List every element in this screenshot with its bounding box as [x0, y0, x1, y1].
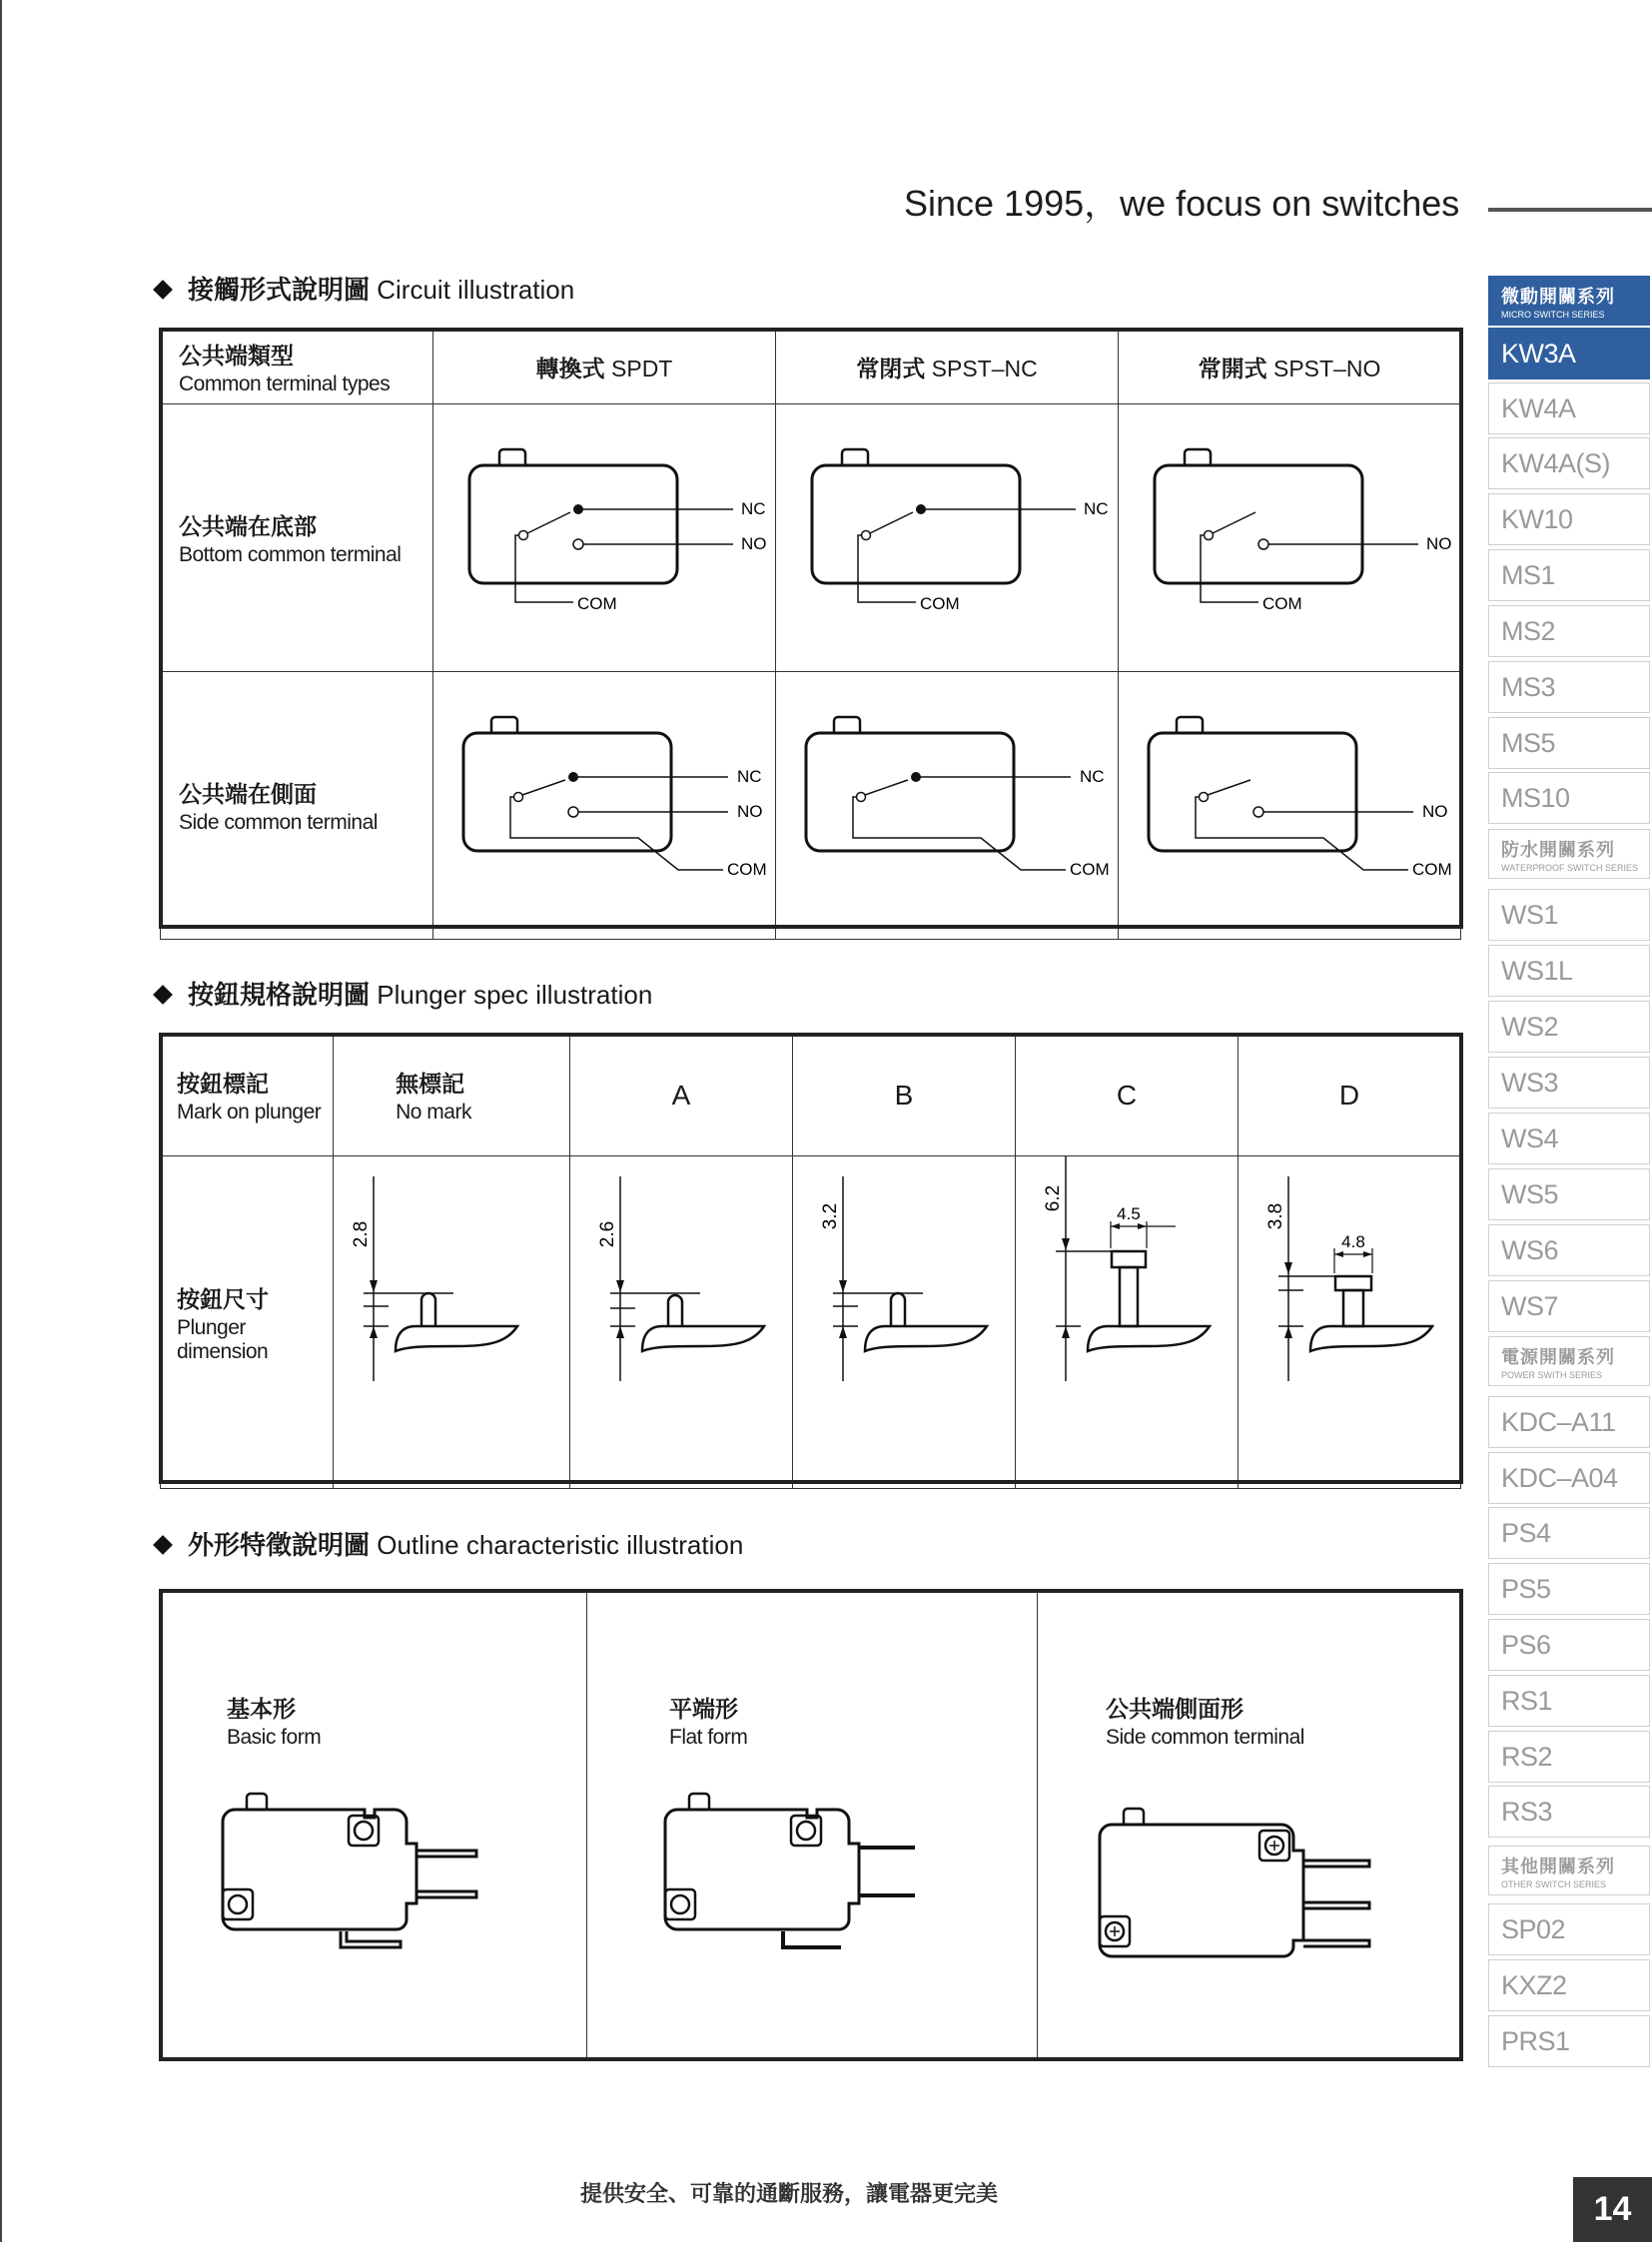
col-header-spdt: 轉換式 SPDT: [433, 330, 776, 404]
sidebar-item-kw3a[interactable]: KW3A: [1488, 328, 1650, 379]
svg-text:NC: NC: [1084, 499, 1109, 518]
svg-text:6.2: 6.2: [1042, 1184, 1064, 1212]
sidebar-item-ps6[interactable]: PS6: [1488, 1619, 1650, 1671]
form-label-en: Side common terminal: [1106, 1726, 1304, 1749]
sidebar-item-rs1[interactable]: RS1: [1488, 1675, 1650, 1727]
plunger-drawing-a: [569, 1156, 792, 1489]
plunger-drawing-c: [1015, 1156, 1238, 1489]
svg-text:4.8: 4.8: [1341, 1232, 1365, 1251]
sidebar-item-ws5[interactable]: WS5: [1488, 1168, 1650, 1220]
section-title-plunger: [156, 975, 652, 1012]
sidebar-item-kw4a-s-[interactable]: KW4A(S): [1488, 437, 1650, 489]
row-label-bottom: 公共端在底部 Bottom common terminal: [161, 404, 433, 672]
sidebar-item-kdc-a11[interactable]: KDC–A11: [1488, 1396, 1650, 1448]
section-title-en: Plunger spec illustration: [377, 980, 653, 1010]
sidebar-item-ws1[interactable]: WS1: [1488, 889, 1650, 941]
svg-text:2.6: 2.6: [596, 1220, 618, 1248]
corner-label-zh: 公共端類型: [179, 343, 294, 370]
sidebar-category-en: POWER SWITH SERIES: [1501, 1370, 1603, 1380]
section-title-en: Outline characteristic illustration: [377, 1530, 744, 1560]
svg-text:COM: COM: [1262, 594, 1302, 613]
svg-text:NC: NC: [1080, 767, 1105, 786]
sidebar-category-zh: 電源開關系列: [1501, 1347, 1615, 1368]
sidebar-category[interactable]: [1488, 1846, 1650, 1895]
sidebar-category-zh: 防水開關系列: [1501, 840, 1615, 861]
plunger-table: [160, 1034, 1461, 1489]
circuit-corner-cell: [161, 330, 433, 404]
plunger-drawing-nomark: [334, 1156, 570, 1489]
plunger-mark-a: A: [569, 1035, 792, 1156]
svg-text:NO: NO: [1426, 534, 1452, 553]
sidebar-item-rs2[interactable]: RS2: [1488, 1731, 1650, 1783]
sidebar-item-ws6[interactable]: WS6: [1488, 1224, 1650, 1276]
bullet-diamond-icon: [153, 280, 173, 300]
svg-text:2.8: 2.8: [351, 1220, 373, 1248]
sidebar-category-en: WATERPROOF SWITCH SERIES: [1501, 863, 1639, 873]
svg-text:COM: COM: [577, 594, 617, 613]
form-label-zh: 平端形: [669, 1697, 738, 1723]
svg-text:3.2: 3.2: [819, 1202, 841, 1230]
plunger-mark-b: B: [792, 1035, 1015, 1156]
sidebar-category[interactable]: [1488, 1336, 1650, 1386]
sidebar-item-kxz2[interactable]: KXZ2: [1488, 1959, 1650, 2011]
section-title-zh: 接觸形式說明圖: [188, 276, 371, 306]
row-label-side: 公共端在側面 Side common terminal: [161, 672, 433, 940]
form-label-en: Flat form: [669, 1726, 748, 1749]
plunger-mark-label: 按鈕標記 Mark on plunger: [161, 1035, 334, 1156]
diagram-side-spst-nc: [776, 672, 1119, 940]
sidebar-item-kw10[interactable]: KW10: [1488, 493, 1650, 545]
plunger-drawing-b: [792, 1156, 1015, 1489]
diagram-bottom-spst-no: [1119, 404, 1461, 672]
footer-slogan: 提供安全、可靠的通斷服務，讓電器更完美: [579, 2182, 998, 2207]
sidebar-item-kdc-a04[interactable]: KDC–A04: [1488, 1452, 1650, 1504]
header-rule: [1488, 208, 1652, 212]
sidebar-category-en: OTHER SWITCH SERIES: [1501, 1879, 1607, 1889]
page-left-border: [0, 0, 2, 2242]
section-title-en: Circuit illustration: [377, 275, 575, 305]
sidebar-category[interactable]: [1488, 276, 1650, 326]
outline-basic-form: [161, 1591, 587, 2059]
form-label-zh: 公共端側面形: [1106, 1697, 1243, 1723]
plunger-drawing-d: [1238, 1156, 1460, 1489]
header-tagline: Since 1995，we focus on switches: [904, 183, 1460, 224]
section-title-zh: 按鈕規格說明圖: [188, 981, 371, 1011]
corner-label-en: Common terminal types: [179, 372, 391, 395]
sidebar-item-ws4[interactable]: WS4: [1488, 1113, 1650, 1164]
diagram-side-spst-no: [1119, 672, 1461, 940]
form-label-en: Basic form: [227, 1726, 322, 1749]
svg-text:NO: NO: [741, 534, 767, 553]
svg-text:NO: NO: [737, 802, 763, 821]
page-number: 14: [1573, 2177, 1652, 2242]
sidebar-category-zh: 微動開關系列: [1501, 287, 1615, 308]
sidebar-item-ms3[interactable]: MS3: [1488, 661, 1650, 713]
plunger-nomark-header: 無標記 No mark: [334, 1035, 570, 1156]
svg-text:4.5: 4.5: [1117, 1204, 1141, 1223]
svg-text:COM: COM: [1070, 860, 1110, 879]
plunger-mark-d: D: [1238, 1035, 1460, 1156]
col-header-spst-nc: 常閉式 SPST–NC: [776, 330, 1119, 404]
sidebar-item-ms10[interactable]: MS10: [1488, 772, 1650, 824]
svg-text:COM: COM: [920, 594, 960, 613]
sidebar-item-ws3[interactable]: WS3: [1488, 1057, 1650, 1109]
section-title-outline: [156, 1525, 743, 1562]
form-label-zh: 基本形: [227, 1697, 296, 1723]
sidebar-item-ws7[interactable]: WS7: [1488, 1280, 1650, 1332]
svg-text:COM: COM: [1412, 860, 1452, 879]
col-header-spst-no: 常開式 SPST–NO: [1119, 330, 1461, 404]
section-title-circuit: [156, 270, 574, 307]
sidebar-item-rs3[interactable]: RS3: [1488, 1786, 1650, 1838]
circuit-table: [160, 329, 1461, 940]
outline-side-common-form: [1038, 1591, 1461, 2059]
sidebar-item-ms1[interactable]: MS1: [1488, 549, 1650, 601]
bullet-diamond-icon: [153, 1535, 173, 1555]
section-title-zh: 外形特徵說明圖: [188, 1531, 371, 1561]
sidebar-item-ws2[interactable]: WS2: [1488, 1001, 1650, 1053]
diagram-bottom-spdt: [433, 404, 776, 672]
sidebar-item-ps4[interactable]: PS4: [1488, 1507, 1650, 1559]
sidebar-item-sp02[interactable]: SP02: [1488, 1903, 1650, 1955]
svg-text:NC: NC: [741, 499, 766, 518]
sidebar-item-ms2[interactable]: MS2: [1488, 605, 1650, 657]
bullet-diamond-icon: [153, 985, 173, 1005]
svg-text:NC: NC: [737, 767, 762, 786]
sidebar-item-ps5[interactable]: PS5: [1488, 1563, 1650, 1615]
svg-text:3.8: 3.8: [1264, 1202, 1286, 1230]
sidebar-item-ws1l[interactable]: WS1L: [1488, 945, 1650, 997]
outline-flat-form: [587, 1591, 1038, 2059]
outline-table: [160, 1590, 1461, 2059]
sidebar-category-zh: 其他開關系列: [1501, 1857, 1615, 1877]
svg-text:NO: NO: [1422, 802, 1448, 821]
svg-text:COM: COM: [727, 860, 767, 879]
diagram-bottom-spst-nc: [776, 404, 1119, 672]
sidebar-category-en: MICRO SWITCH SERIES: [1501, 310, 1605, 320]
sidebar-item-kw4a[interactable]: KW4A: [1488, 382, 1650, 434]
sidebar-category[interactable]: [1488, 829, 1650, 879]
plunger-dimension-label: 按鈕尺寸 Plunger dimension: [161, 1156, 334, 1489]
sidebar-item-ms5[interactable]: MS5: [1488, 717, 1650, 769]
diagram-side-spdt: [433, 672, 776, 940]
plunger-mark-c: C: [1015, 1035, 1238, 1156]
sidebar-item-prs1[interactable]: PRS1: [1488, 2015, 1650, 2067]
